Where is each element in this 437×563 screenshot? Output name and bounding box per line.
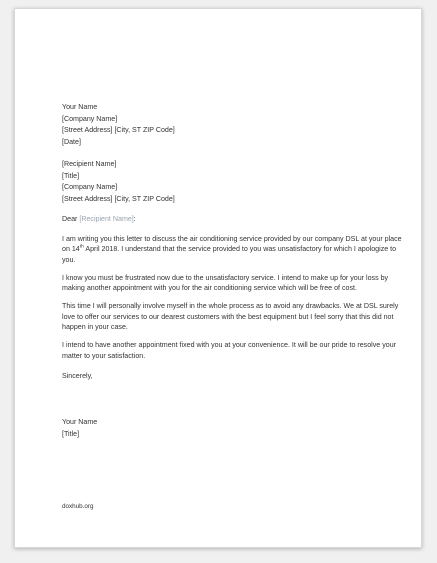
paragraph-2: I know you must be frustrated now due to the unsatisfactory service. I intend to make up for your loss by making another appointment with you for the air conditioning service which will be free of cost. [62, 273, 389, 293]
recipient-name: [Recipient Name] [62, 160, 117, 168]
recipient-title: [Title] [62, 171, 80, 180]
ordinal-suffix: th [79, 244, 84, 250]
letter-date: [Date] [62, 137, 81, 146]
salutation-suffix: : [133, 215, 136, 223]
salutation [62, 214, 408, 226]
sender-name: Your Name [62, 103, 98, 111]
paragraph-1-start: I am writing you this letter to discuss the air conditioning service provided by our company DSL at your place on 14 [62, 234, 402, 254]
sender-address: [Street Address] [City, ST ZIP Code] [62, 126, 175, 134]
signature-name: Your Name [62, 418, 98, 427]
signature-block [62, 417, 408, 440]
paragraph-3: This time I will personally involve myself in the whole process as to avoid any drawbacks. We at DSL surely love to offer our services to our dearest customers with the best equipment but I feel sorry that this did not happen in your case. [62, 302, 399, 332]
footer-source: doxhub.org [62, 503, 94, 510]
closing: Sincerely, [62, 371, 93, 380]
letter-page [14, 8, 422, 548]
salutation-prefix: Dear [62, 215, 80, 223]
sender-block [62, 102, 408, 148]
paragraph-4: I intend to have another appointment fixed with you at your convenience. It will be our pride to resolve your matter to your satisfaction. [62, 341, 396, 360]
sender-company: [Company Name] [62, 114, 118, 123]
recipient-block [62, 159, 408, 205]
paragraph-1 [62, 234, 408, 266]
letter-body [62, 102, 408, 440]
signature-title: [Title] [62, 429, 80, 438]
salutation-recipient-placeholder: [Recipient Name] [79, 215, 134, 223]
paragraph-1-end: April 2018. I understand that the service provided to you was unsatisfactory for which I apologize to you. [62, 245, 397, 264]
recipient-company: [Company Name] [62, 183, 118, 191]
recipient-address: [Street Address] [City, ST ZIP Code] [62, 194, 175, 203]
